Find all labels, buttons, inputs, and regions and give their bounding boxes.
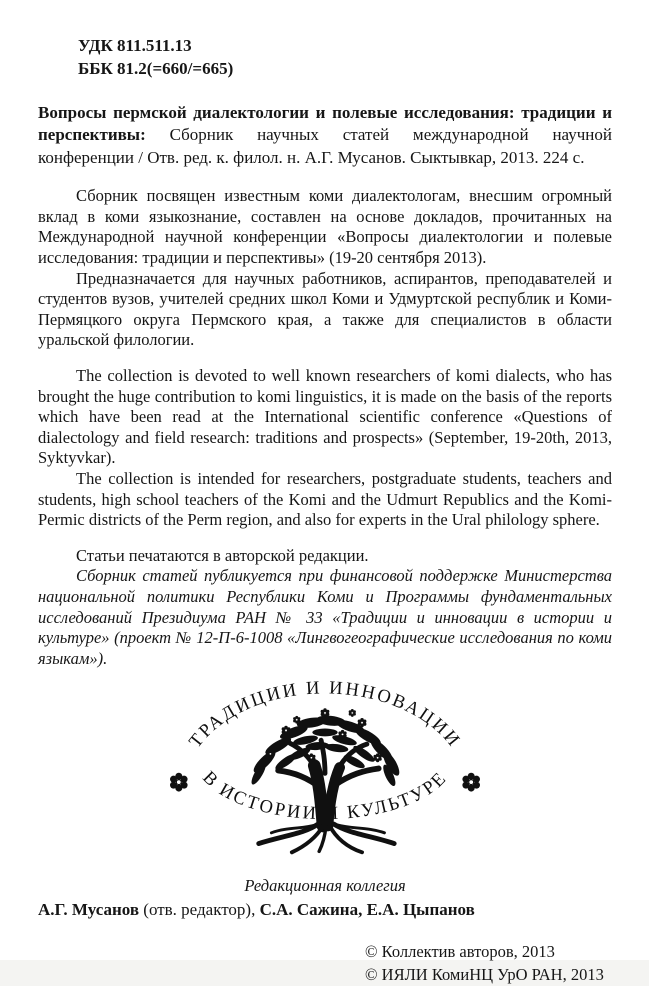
lead-editor: А.Г. Мусанов [38,900,140,920]
title-bold-part: Вопросы пермской диалектологии и полевые исследования: традиции и перспективы: [38,103,612,145]
classification-block [78,34,612,80]
title-regular-part: Сборник научных статей международной научной конференции / Отв. ред. к. филол. н. А.Г. Мусанов. Сыктывкар, 2013. 224 с. [38,125,612,167]
editorial-board-heading: Редакционная коллегия [244,876,406,896]
copyright-block [365,940,612,986]
tree-icon [249,708,402,852]
editorial-members: С.А. Сажина, Е.А. Цыпанов [259,900,475,920]
emblem-svg [169,672,481,864]
abstract-ru-paragraph-1: Сборник посвящен известным коми диалектологам, внесшим огромный вклад в коми языкознание, составлен на основе докладов, прочитанных на Международной научной конференции «Вопросы диалектологии и полевые исследования: традиции и перспективы» (19-20 сентября 2013). [38,186,612,267]
editorial-board-members [38,899,612,921]
funding-note: Сборник статей публикуется при финансовой поддержке Министерства национальной политики Республики Коми и Программы фундаментальных исследований Президиума РАН № 33 «Традиции и инновации в истории и культуре» (проект № 12-П-6-1008 «Лингвогеографические исследования по коми языкам»). [38,566,612,668]
emblem-arc-top-text: ТРАДИЦИИ И ИННОВАЦИИ [185,678,465,753]
emblem [38,672,612,869]
edition-note: Статьи печатаются в авторской редакции. [76,545,369,565]
copyright-institute: © ИЯЛИ КомиНЦ УрО РАН, 2013 [365,965,604,985]
abstract-en-paragraph-1: The collection is devoted to well known researchers of komi dialects, who has brought the huge contribution to komi linguistics, it is made on the basis of the reports which have been read at the International scientific conference «Questions of dialectology and field research: traditions and prospects» (September, 19-20th, 2013, Syktyvkar). [38,365,612,468]
emblem-arc-bottom-text: В ИСТОРИИ И КУЛЬТУРЕ [198,768,452,825]
bbk-line: ББК 81.2(=660/=665) [78,59,234,78]
lead-editor-role: (отв. редактор), [139,900,260,920]
bibliographic-title [38,102,612,169]
copyright-authors: © Коллектив авторов, 2013 [365,942,555,962]
udk-line: УДК 811.511.13 [78,36,192,55]
flower-icon [462,773,480,792]
abstract-ru-paragraph-2: Предназначается для научных работников, аспирантов, преподавателей и студентов вузов, учителей средних школ Коми и Удмуртской республик и Коми-Пермяцкого округа Пермского края, а также для специалистов в области уральской филологии. [38,268,612,350]
flower-icon [170,773,188,792]
abstract-en-paragraph-2: The collection is intended for researchers, postgraduate students, teachers and students, high school teachers of the Komi and the Udmurt Republics and the Komi-Permic districts of the Perm region, and also for experts in the Ural philology sphere. [38,468,612,530]
